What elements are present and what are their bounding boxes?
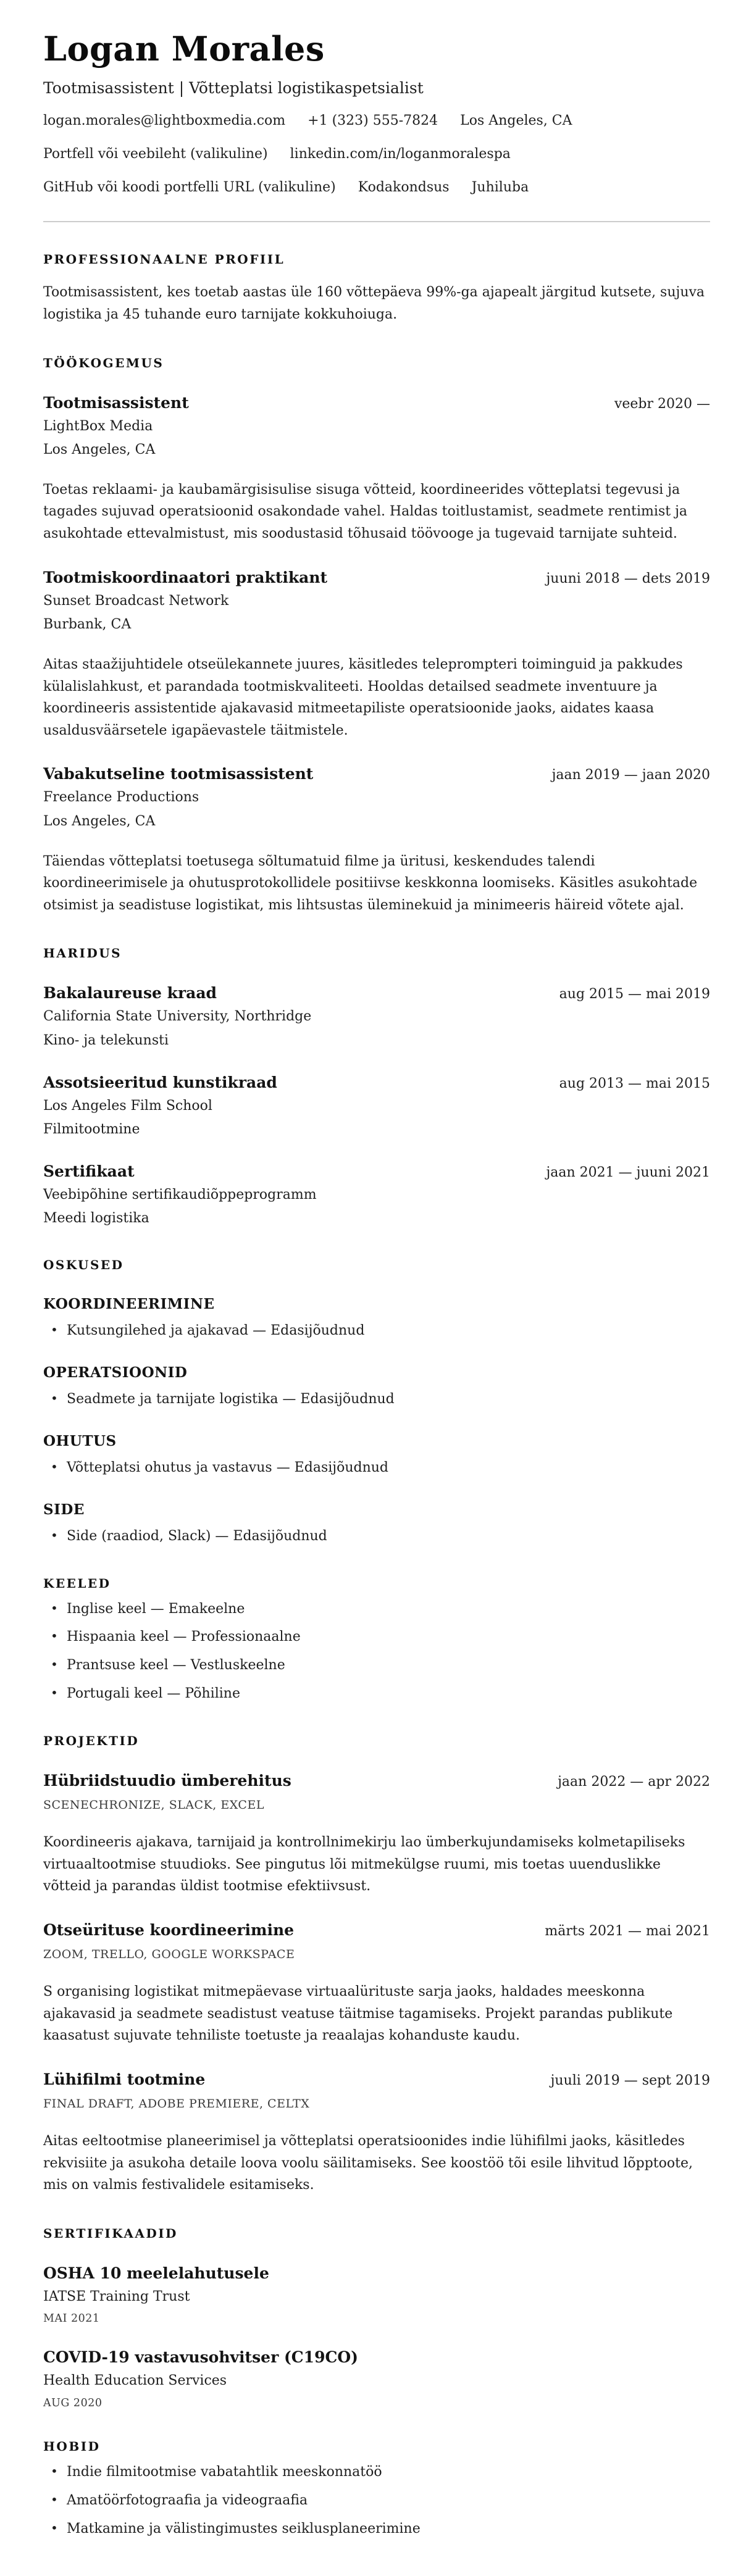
hobby-list — [43, 2462, 710, 2539]
degree-title: Assotsieeritud kunstikraad — [43, 1073, 277, 1091]
certification-date: MAI 2021 — [43, 2312, 100, 2325]
language-item: • Prantsuse keel — Vestluskeelne — [43, 1656, 710, 1675]
job-location: Los Angeles, CA — [43, 813, 156, 829]
portfolio-text: Portfell või veebileht (valikuline) — [43, 146, 268, 162]
phone-text: +1 (323) 555-7824 — [308, 113, 438, 129]
job-entry — [43, 569, 710, 742]
job-entry — [43, 394, 710, 545]
project-title: Hübriidstuudio ümberehitus — [43, 1772, 291, 1790]
project-entry — [43, 1921, 710, 2047]
section-heading-languages: KEELED — [43, 1575, 111, 1591]
language-item: • Inglise keel — Emakeelne — [43, 1599, 710, 1619]
project-tools: FINAL DRAFT, ADOBE PREMIERE, CELTX — [43, 2096, 310, 2111]
job-title: Tootmiskoordinaatori praktikant — [43, 568, 328, 586]
job-entry — [43, 765, 710, 916]
project-title: Lühifilmi tootmine — [43, 2070, 206, 2088]
project-entry — [43, 1772, 710, 1898]
education-date-range: jaan 2021 — juuni 2021 — [546, 1164, 710, 1180]
person-job-title: Tootmisassistent | Võtteplatsi logistikaspetsialist — [43, 79, 424, 98]
location-text: Los Angeles, CA — [460, 113, 572, 129]
degree-title: Sertifikaat — [43, 1162, 135, 1180]
section-languages — [43, 1576, 710, 1704]
education-entry-head — [43, 984, 710, 1002]
school-name: Los Angeles Film School — [43, 1098, 212, 1114]
job-location: Los Angeles, CA — [43, 442, 156, 458]
job-description: Aitas staažijuhtidele otseülekannete juures, käsitledes teleprompteri toiminguid ja pakkudes külalislahkust, et parandada tootmiskvaliteeti. Hooldas detailsed seadmete inventuure ja koordineeris assistentide ajakavasid mitmeetapiliste operatsioonide jaoks, aidates kaasa usaldusväärsetele igapäevastele täitmistele. — [43, 656, 683, 738]
job-date-range: veebr 2020 — — [614, 396, 710, 412]
section-heading-profile: PROFESSIONAALNE PROFIIL — [43, 252, 285, 267]
project-tools: SCENECHRONIZE, SLACK, EXCEL — [43, 1798, 264, 1812]
project-entry-head — [43, 2070, 710, 2088]
language-item: • Portugali keel — Põhiline — [43, 1684, 710, 1704]
hobby-item: • Matkamine ja välistingimustes seiklusplaneerimine — [43, 2519, 710, 2539]
section-certifications — [43, 2226, 710, 2409]
project-description: S organising logistikat mitmepäevase virtuaalürituste sarja jaoks, haldades meeskonna ajakavasid ja seadmete seadistust veatuse täitmise tagamiseks. Projekt parandas publikute kaasatust sujuvate tehniliste toetuste ja reaalajas kohanduste kaudu. — [43, 1984, 673, 2044]
project-tools: ZOOM, TRELLO, GOOGLE WORKSPACE — [43, 1948, 295, 1961]
section-education — [43, 946, 710, 1228]
project-date-range: juuli 2019 — sept 2019 — [550, 2072, 710, 2088]
certification-org: IATSE Training Trust — [43, 2288, 190, 2304]
section-experience — [43, 356, 710, 917]
field-of-study: Filmitootmine — [43, 1122, 140, 1138]
skill-group-name: OHUTUS — [43, 1432, 117, 1449]
education-entry-head — [43, 1073, 710, 1091]
education-entry — [43, 984, 710, 1049]
degree-title: Bakalaureuse kraad — [43, 984, 217, 1002]
certification-date: AUG 2020 — [43, 2396, 103, 2409]
certification-title: COVID-19 vastavusohvitser (C19CO) — [43, 2348, 358, 2367]
project-date-range: märts 2021 — mai 2021 — [545, 1924, 710, 1939]
job-location: Burbank, CA — [43, 617, 132, 633]
profile-summary: Tootmisassistent, kes toetab aastas üle 160 võttepäeva 99%-ga ajapealt järgitud kutsete, sujuva logistika ja 45 tuhande euro tarnijate kokkuhoiuga. — [43, 285, 705, 322]
drivers-license-text: Juhiluba — [471, 179, 529, 195]
section-heading-education: HARIDUS — [43, 946, 122, 961]
skill-group-name: KOORDINEERIMINE — [43, 1296, 215, 1312]
school-name: California State University, Northridge — [43, 1009, 312, 1025]
certification-entry — [43, 2264, 710, 2325]
section-heading-skills: OSKUSED — [43, 1257, 124, 1272]
linkedin-text: linkedin.com/in/loganmoralespa — [290, 146, 511, 162]
certification-org: Health Education Services — [43, 2373, 227, 2389]
email-text: logan.morales@lightboxmedia.com — [43, 113, 286, 129]
person-name: Logan Morales — [43, 29, 325, 69]
language-item: • Hispaania keel — Professionaalne — [43, 1627, 710, 1647]
skill-item: • Seadmete ja tarnijate logistika — Edasijõudnud — [43, 1390, 710, 1409]
job-company: Freelance Productions — [43, 790, 199, 806]
job-description: Täiendas võtteplatsi toetusega sõltumatuid filme ja üritusi, keskendudes talendi koordineerimisele ja ohutusprotokollidele positiivse keskkonna loomiseks. Käsitles asukohtade otsimist ja seadistuse logistikat, mis lihtsustas üleminekuid ja minimeeris häireid võtete ajal. — [43, 853, 698, 913]
job-date-range: juuni 2018 — dets 2019 — [546, 570, 710, 586]
section-heading-hobbies: HOBID — [43, 2438, 101, 2454]
resume-header — [43, 31, 710, 196]
hobby-item: • Indie filmitootmise vabatahtlik meeskonnatöö — [43, 2462, 710, 2482]
section-hobbies — [43, 2439, 710, 2539]
section-profile — [43, 252, 710, 325]
job-title: Tootmisassistent — [43, 393, 189, 412]
project-description: Koordineeris ajakava, tarnijaid ja kontrollnimekirju lao ümberkujundamiseks kolmetapiliseks virtuaaltootmise stuudioks. See pingutus lõi mitmekülgse ruumi, mis toetas uuenduslikke võtteid ja parandas üldist tootmise efektiivsust. — [43, 1835, 685, 1894]
header-divider — [43, 221, 710, 222]
citizenship-text: Kodakondsus — [358, 179, 450, 195]
job-entry-head — [43, 569, 710, 586]
contact-row-3 — [43, 178, 710, 197]
education-date-range: aug 2013 — mai 2015 — [559, 1075, 710, 1091]
field-of-study: Meedi logistika — [43, 1211, 149, 1227]
job-company: Sunset Broadcast Network — [43, 593, 229, 609]
skill-list — [43, 1390, 710, 1409]
skill-list — [43, 1321, 710, 1341]
job-entry-head — [43, 394, 710, 412]
job-entry-head — [43, 765, 710, 783]
hobby-item: • Amatöörfotograafia ja videograafia — [43, 2491, 710, 2511]
contact-row-1 — [43, 112, 710, 130]
section-projects — [43, 1733, 710, 2196]
field-of-study: Kino- ja telekunsti — [43, 1033, 169, 1049]
certification-title: OSHA 10 meelelahutusele — [43, 2264, 269, 2282]
education-date-range: aug 2015 — mai 2019 — [559, 986, 710, 1002]
section-skills — [43, 1257, 710, 1546]
project-entry — [43, 2070, 710, 2196]
skill-list — [43, 1527, 710, 1546]
job-date-range: jaan 2019 — jaan 2020 — [551, 767, 710, 783]
project-entry-head — [43, 1772, 710, 1790]
project-description: Aitas eeltootmise planeerimisel ja võtteplatsi operatsioonides indie lühifilmi jaoks, käsitledes rekvisiite ja asukoha detaile loova voolu säilitamiseks. See koostöö tõi esile lihvitud lõpptoote, mis on valmis festivalidele esitamiseks. — [43, 2133, 693, 2193]
school-name: Veebipõhine sertifikaudiõppeprogramm — [43, 1186, 317, 1203]
education-entry-head — [43, 1162, 710, 1180]
skill-item: • Kutsungilehed ja ajakavad — Edasijõudnud — [43, 1321, 710, 1341]
job-title: Vabakutseline tootmisassistent — [43, 765, 314, 783]
project-entry-head — [43, 1921, 710, 1939]
skill-group-name: OPERATSIOONID — [43, 1364, 188, 1381]
github-text: GitHub või koodi portfelli URL (valikuline) — [43, 179, 336, 195]
section-heading-projects: PROJEKTID — [43, 1733, 140, 1749]
project-title: Otseürituse koordineerimine — [43, 1921, 295, 1939]
education-entry — [43, 1162, 710, 1228]
language-list — [43, 1599, 710, 1704]
section-heading-experience: TÖÖKOGEMUS — [43, 355, 164, 370]
project-date-range: jaan 2022 — apr 2022 — [558, 1774, 710, 1790]
certification-entry — [43, 2348, 710, 2409]
skill-item: • Side (raadiod, Slack) — Edasijõudnud — [43, 1527, 710, 1546]
skill-group-name: SIDE — [43, 1501, 85, 1518]
section-heading-certifications: SERTIFIKAADID — [43, 2225, 178, 2241]
education-entry — [43, 1073, 710, 1139]
skill-list — [43, 1458, 710, 1478]
job-company: LightBox Media — [43, 418, 153, 434]
skill-item: • Võtteplatsi ohutus ja vastavus — Edasijõudnud — [43, 1458, 710, 1478]
job-description: Toetas reklaami- ja kaubamärgisisulise sisuga võtteid, koordineerides võtteplatsi tegevusi ja tagades sujuvad operatsioonid osakondade vahel. Haldas toitlustamist, seadmete rentimist ja asukohtade ettevalmistust, mis soodustasid tõhusaid töövooge ja tugevaid tarnijate suhteid. — [43, 481, 688, 542]
contact-row-2 — [43, 145, 710, 164]
